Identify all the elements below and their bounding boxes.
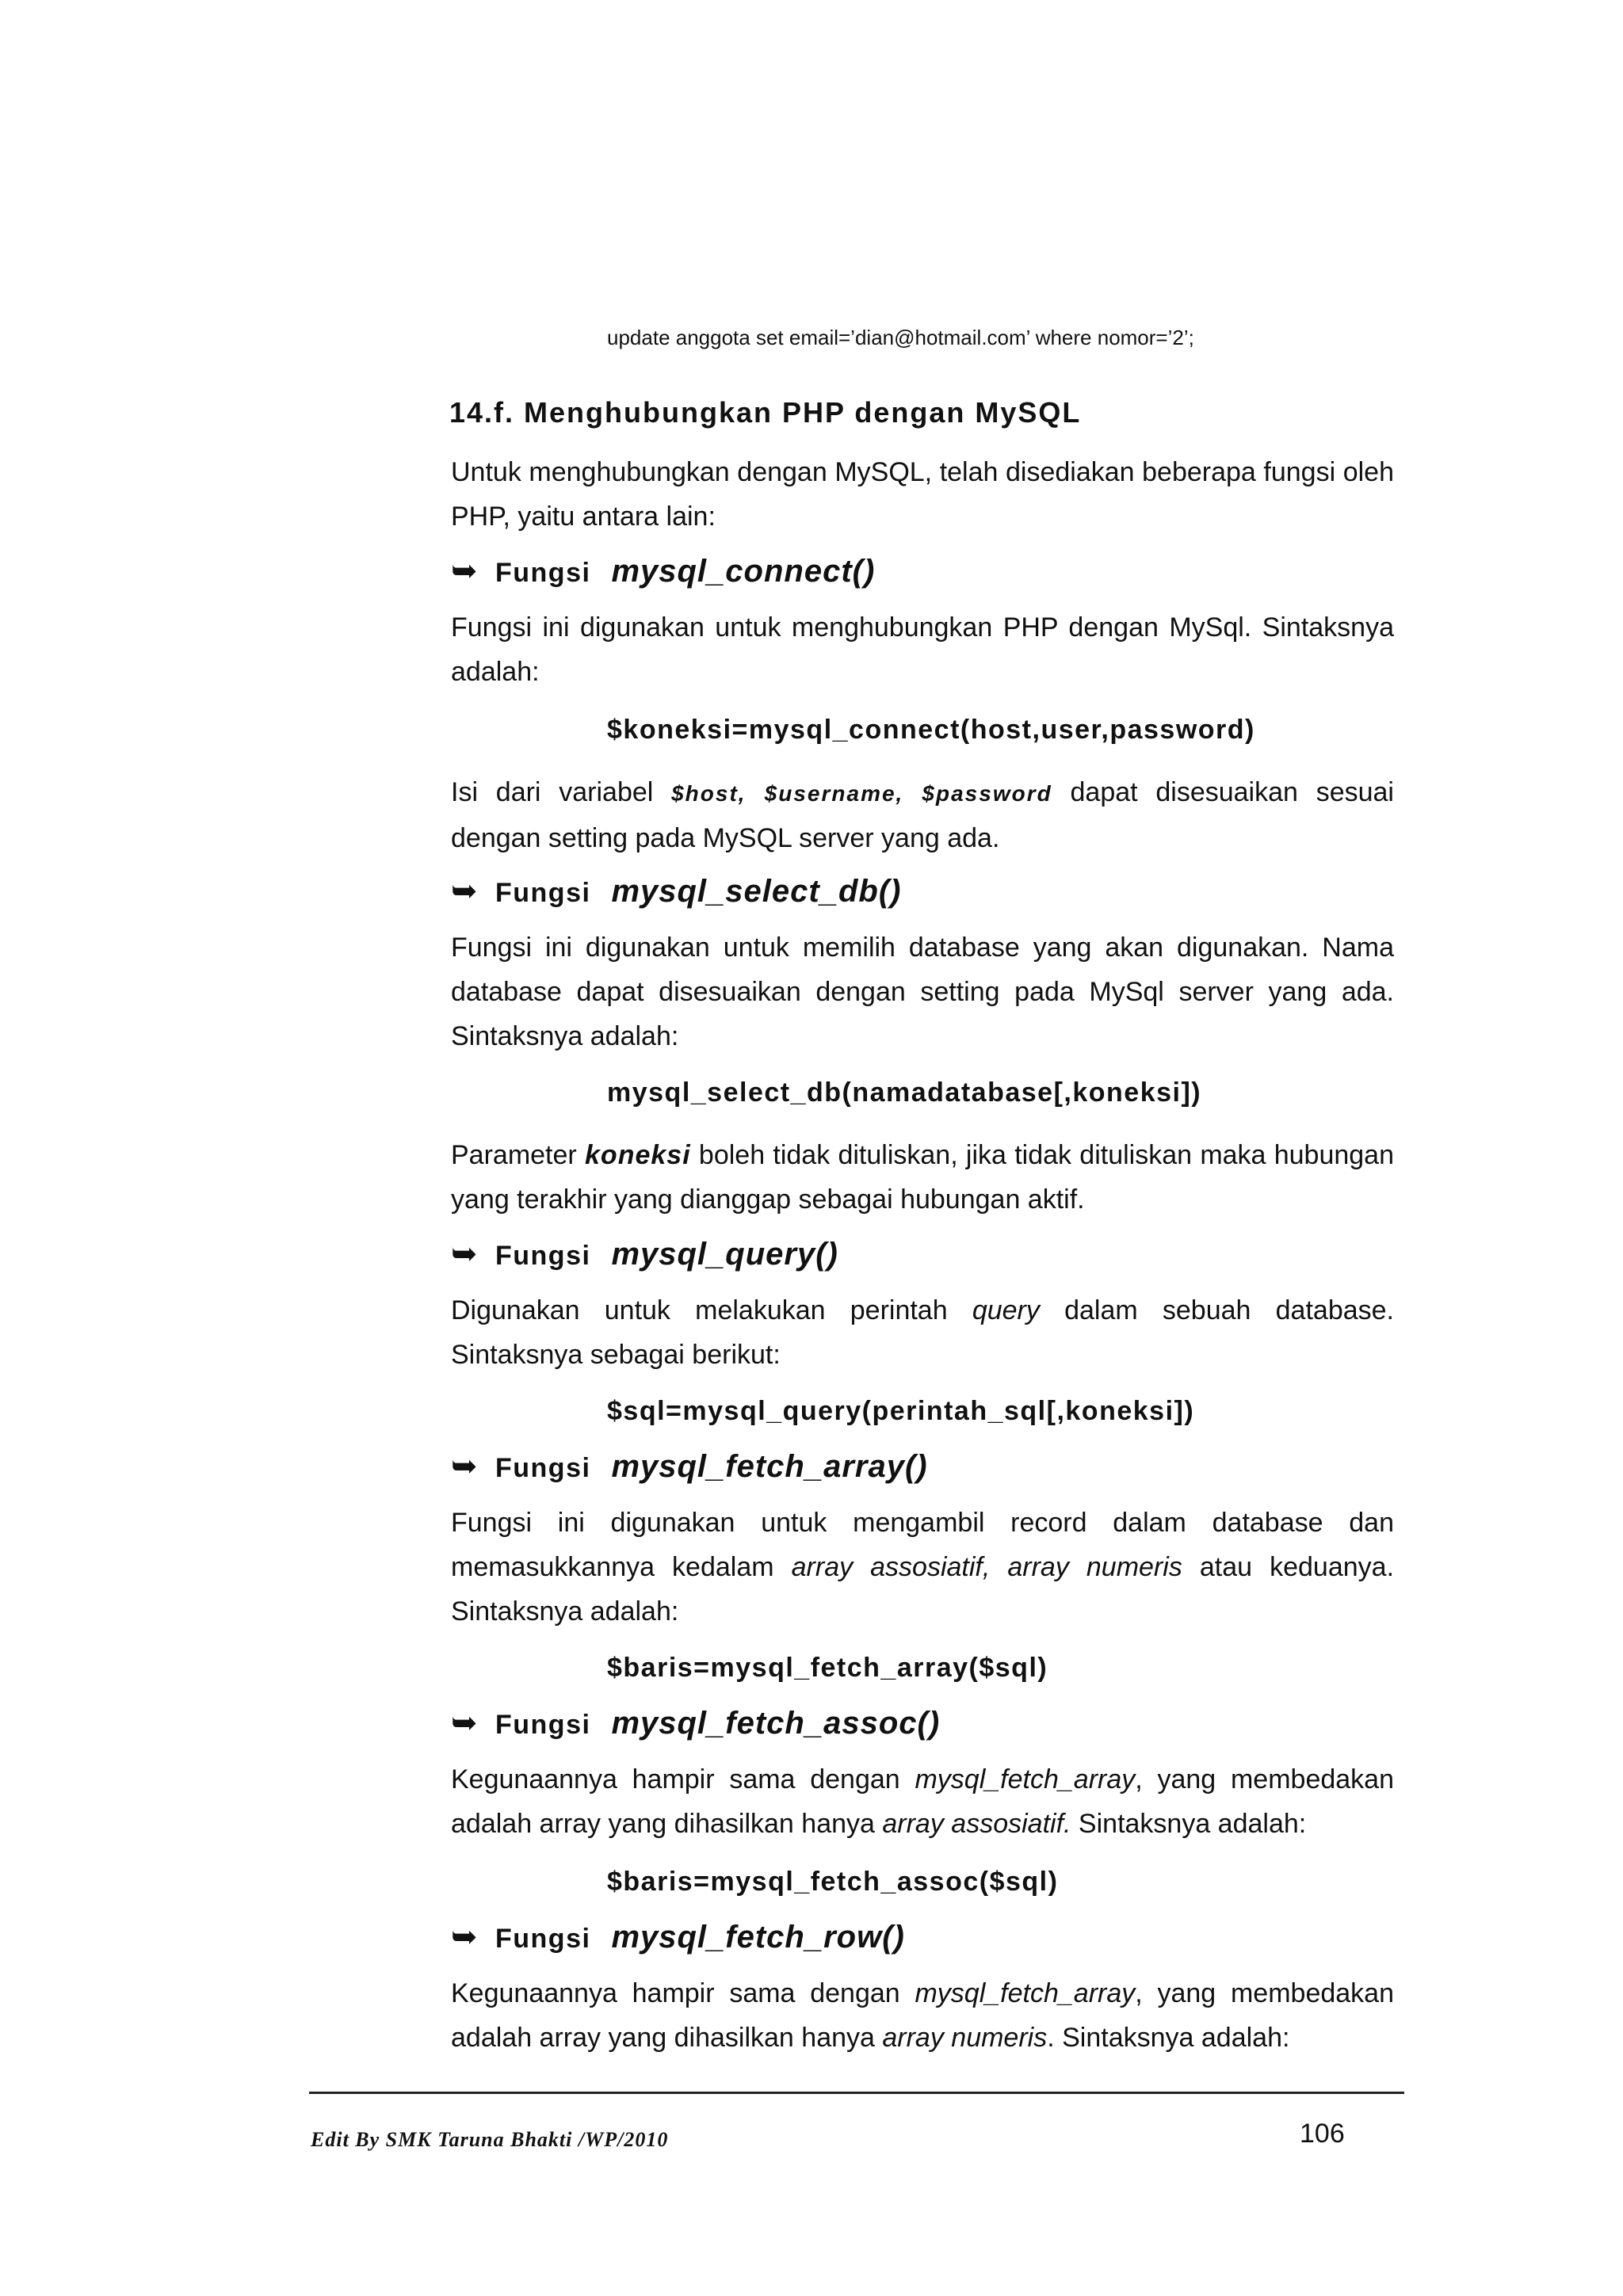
function-heading-mysql-fetch-row (451, 1919, 905, 1955)
desc-emphasis: array numeris (882, 2023, 1048, 2053)
parameter-name: koneksi (585, 1140, 691, 1170)
fungsi-label: Fungsi (495, 1710, 591, 1740)
arrow-icon: ➥ (451, 1919, 478, 1955)
fungsi-label: Fungsi (495, 1453, 591, 1483)
desc-text: dalam sebuah database. Sintaksnya sebagai berikut: (451, 1295, 1394, 1370)
function-heading-mysql-fetch-assoc (451, 1705, 940, 1741)
footer-divider (309, 2092, 1404, 2094)
arrow-icon: ➥ (451, 553, 478, 589)
function-name: mysql_connect() (611, 554, 876, 589)
function-heading-mysql-select-db (451, 873, 901, 910)
desc-emphasis: array assosiatif. (882, 1809, 1071, 1839)
function-description: Fungsi ini digunakan untuk menghubungkan PHP dengan MySql. Sintaksnya adalah: (451, 612, 1394, 687)
note-text: Isi dari variabel (451, 777, 654, 807)
footer-credit: Edit By SMK Taruna Bhakti /WP/2010 (311, 2128, 669, 2151)
fungsi-label: Fungsi (495, 1924, 591, 1954)
note-text: dapat disesuaikan sesuai dengan setting pada MySQL server yang ada. (451, 777, 1394, 853)
syntax-code: $baris=mysql_fetch_assoc($sql) (607, 1867, 1059, 1897)
arrow-icon: ➥ (451, 1236, 478, 1272)
desc-emphasis: mysql_fetch_array (915, 1764, 1136, 1794)
function-description (451, 1288, 1394, 1377)
fungsi-label: Fungsi (495, 878, 591, 908)
function-description: Fungsi ini digunakan untuk memilih database yang akan digunakan. Nama database dapat disesuaikan dengan setting pada MySql server yang ada. Sintaksnya adalah: (451, 933, 1394, 1051)
desc-text: Kegunaannya hampir sama dengan (451, 1764, 900, 1794)
arrow-icon: ➥ (451, 1448, 478, 1485)
function-name: mysql_query() (611, 1237, 838, 1272)
function-description (451, 1501, 1394, 1634)
desc-text: Sintaksnya adalah: (1078, 1809, 1307, 1839)
page-number: 106 (1300, 2119, 1345, 2149)
function-name: mysql_fetch_assoc() (611, 1706, 941, 1741)
function-description (451, 1757, 1394, 1846)
syntax-code: $sql=mysql_query(perintah_sql[,koneksi]) (607, 1396, 1195, 1426)
desc-text: . Sintaksnya adalah: (1047, 2023, 1290, 2053)
syntax-code: mysql_select_db(namadatabase[,koneksi]) (607, 1077, 1202, 1108)
section-heading: 14.f. Menghubungkan PHP dengan MySQL (449, 396, 1082, 429)
syntax-code: $koneksi=mysql_connect(host,user,password) (607, 715, 1255, 745)
desc-text: , yang membedakan adalah array yang dihasilkan hanya (451, 1764, 1394, 1839)
desc-text: Fungsi ini digunakan untuk mengambil record dalam database dan memasukkannya kedalam (451, 1508, 1394, 1582)
parameter-note (451, 1133, 1394, 1222)
arrow-icon: ➥ (451, 873, 478, 910)
note-text: Parameter (451, 1140, 577, 1170)
note-text: boleh tidak dituliskan, jika tidak dituliskan maka hubungan yang terakhir yang dianggap sebagai hubungan aktif. (451, 1140, 1394, 1215)
intro-paragraph: Untuk menghubungkan dengan MySQL, telah disediakan beberapa fungsi oleh PHP, yaitu antara lain: (451, 457, 1394, 532)
function-name: mysql_fetch_array() (611, 1449, 928, 1484)
function-name: mysql_fetch_row() (611, 1920, 905, 1955)
desc-text: atau keduanya. Sintaksnya adalah: (451, 1552, 1395, 1627)
function-name: mysql_select_db() (611, 874, 902, 909)
desc-text: Digunakan untuk melakukan perintah (451, 1295, 948, 1325)
fungsi-label: Fungsi (495, 1241, 591, 1271)
syntax-code: $baris=mysql_fetch_array($sql) (607, 1653, 1048, 1683)
desc-text: , yang membedakan adalah array yang dihasilkan hanya (451, 1978, 1394, 2053)
function-description (451, 1971, 1394, 2060)
desc-emphasis: mysql_fetch_array (915, 1978, 1136, 2008)
desc-text: Kegunaannya hampir sama dengan (451, 1978, 900, 2008)
function-heading-mysql-fetch-array (451, 1448, 928, 1485)
variable-list: $host, $username, $password (671, 781, 1052, 806)
desc-emphasis: query (972, 1295, 1040, 1325)
arrow-icon: ➥ (451, 1705, 478, 1741)
sql-update-example: update anggota set email=’dian@hotmail.com’ where nomor=’2’; (607, 326, 1194, 349)
function-heading-mysql-query (451, 1236, 838, 1272)
variable-note (451, 770, 1394, 860)
fungsi-label: Fungsi (495, 558, 591, 588)
function-heading-mysql-connect (451, 553, 875, 589)
desc-emphasis: array assosiatif, array numeris (791, 1552, 1182, 1582)
